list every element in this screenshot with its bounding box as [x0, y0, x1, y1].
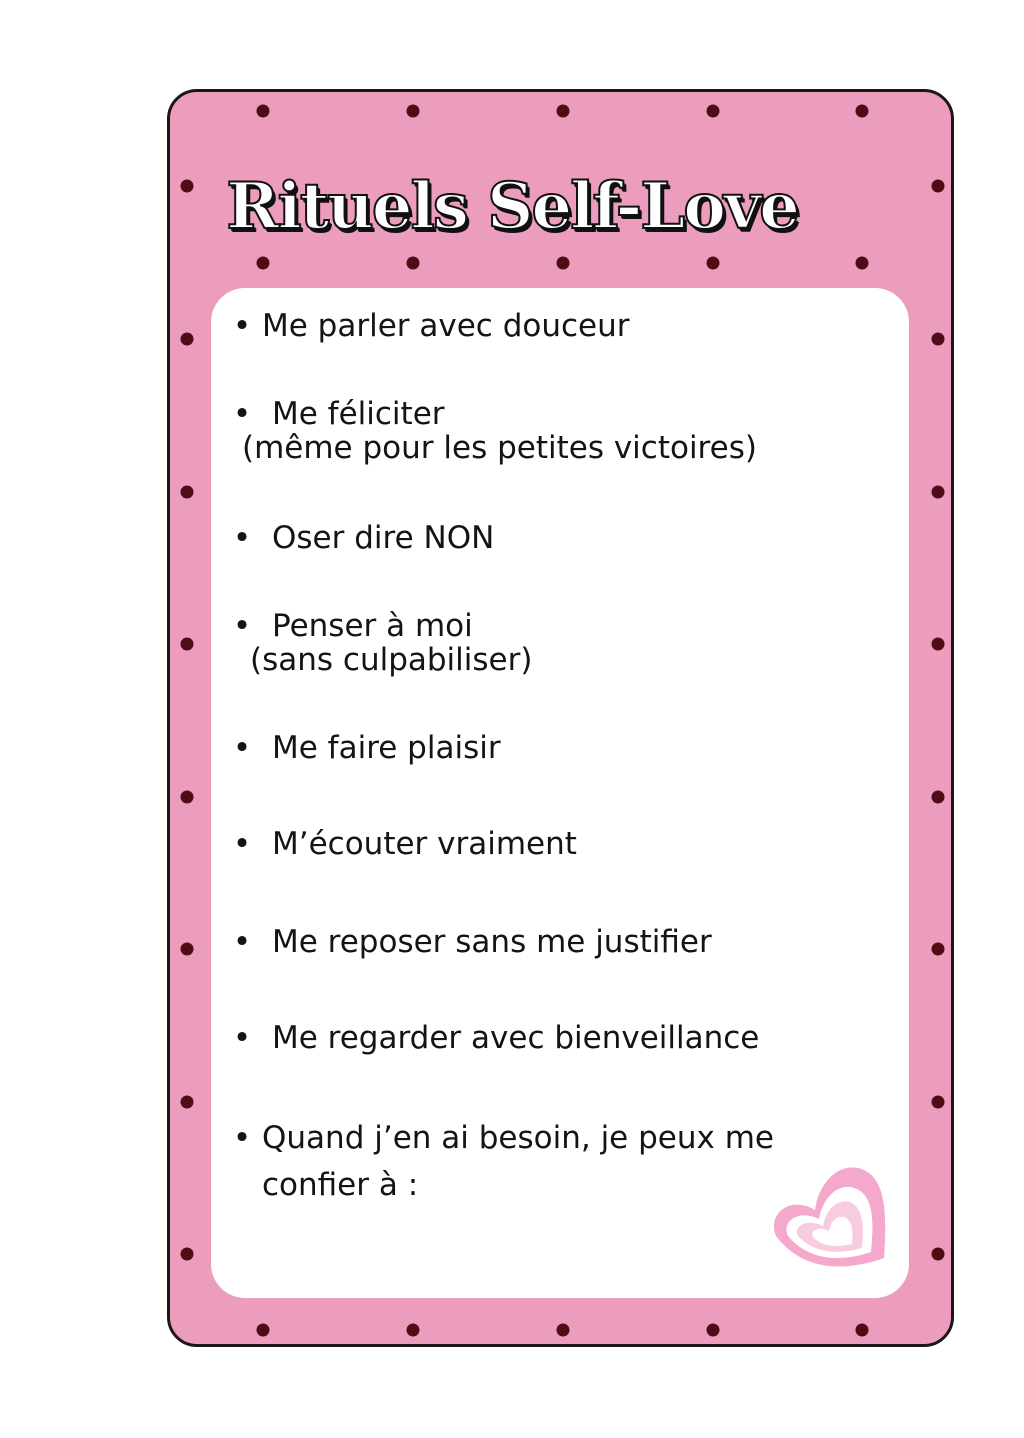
polka-dot-icon	[257, 105, 270, 118]
bullet-icon: •	[232, 1120, 252, 1156]
polka-dot-icon	[407, 1324, 420, 1337]
polka-dot-icon	[856, 257, 869, 270]
confidant-prompt: confier à :	[262, 1167, 419, 1203]
bullet-icon: •	[232, 924, 252, 960]
polka-dot-icon	[557, 105, 570, 118]
polka-dot-icon	[707, 105, 720, 118]
polka-dot-icon	[407, 257, 420, 270]
bullet-icon: •	[232, 396, 252, 432]
ritual-text: Me faire plaisir	[272, 730, 501, 766]
polka-dot-icon	[181, 1248, 194, 1261]
polka-dot-icon	[932, 333, 945, 346]
bullet-icon: •	[232, 608, 252, 644]
polka-dot-icon	[707, 257, 720, 270]
ritual-text: Oser dire NON	[272, 520, 495, 556]
polka-dot-icon	[407, 105, 420, 118]
polka-dot-icon	[181, 1096, 194, 1109]
ritual-note: (sans culpabiliser)	[250, 642, 533, 678]
polka-dot-icon	[181, 333, 194, 346]
polka-dot-icon	[856, 105, 869, 118]
card-title: Rituels Self-Love	[226, 168, 798, 244]
polka-dot-icon	[707, 1324, 720, 1337]
ritual-text: Me féliciter	[272, 396, 445, 432]
confidant-text: Quand j’en ai besoin, je peux me	[262, 1120, 774, 1156]
polka-dot-icon	[557, 257, 570, 270]
polka-dot-icon	[257, 1324, 270, 1337]
ritual-text: Me reposer sans me justifier	[272, 924, 712, 960]
bullet-icon: •	[232, 520, 252, 556]
polka-dot-icon	[181, 791, 194, 804]
ritual-text: M’écouter vraiment	[272, 826, 577, 862]
polka-dot-icon	[932, 1248, 945, 1261]
polka-dot-icon	[257, 257, 270, 270]
polka-dot-icon	[181, 638, 194, 651]
bullet-icon: •	[232, 826, 252, 862]
polka-dot-icon	[856, 1324, 869, 1337]
polka-dot-icon	[181, 486, 194, 499]
polka-dot-icon	[932, 943, 945, 956]
polka-dot-icon	[932, 1096, 945, 1109]
polka-dot-icon	[181, 943, 194, 956]
polka-dot-icon	[932, 638, 945, 651]
ritual-note: (même pour les petites victoires)	[242, 430, 757, 466]
ritual-text: Me parler avec douceur	[262, 308, 630, 344]
polka-dot-icon	[932, 791, 945, 804]
ritual-text: Penser à moi	[272, 608, 473, 644]
bullet-icon: •	[232, 730, 252, 766]
bullet-icon: •	[232, 1020, 252, 1056]
heart-icon	[768, 1160, 888, 1276]
bullet-icon: •	[232, 308, 252, 344]
polka-dot-icon	[557, 1324, 570, 1337]
ritual-text: Me regarder avec bienveillance	[272, 1020, 760, 1056]
polka-dot-icon	[932, 486, 945, 499]
